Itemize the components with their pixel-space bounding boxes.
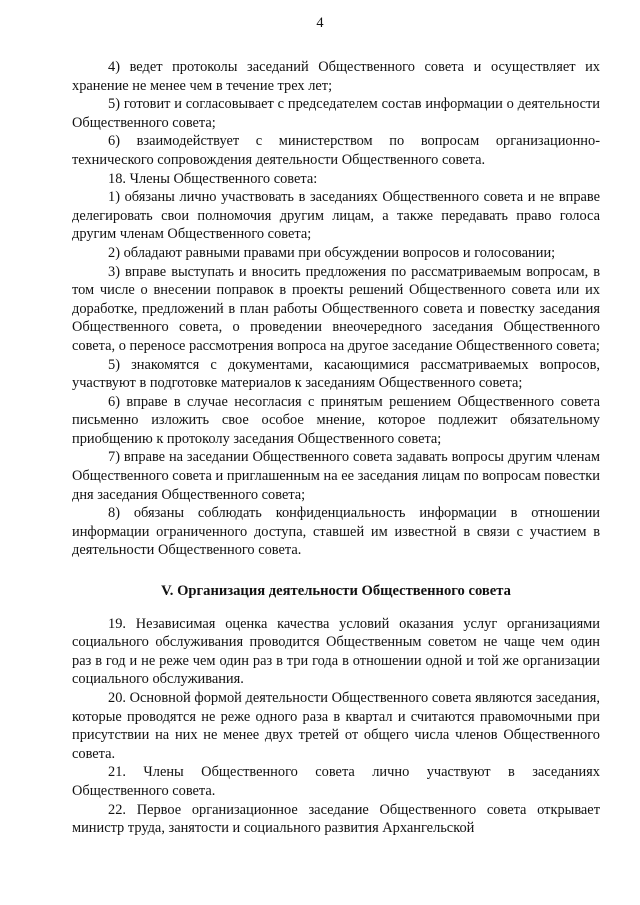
paragraph-19: 19. Независимая оценка качества условий оказания услуг организациями социального обслуживания проводится Общественным советом не чаще чем один раз в год и не реже чем один раз в три года в отношении одной и той же организации социального обслуживания. [72, 615, 600, 688]
paragraph-22: 22. Первое организационное заседание Общественного совета открывает министр труда, занятости и социального развития Архангельской [72, 801, 600, 837]
paragraph-members-3: 3) вправе выступать и вносить предложения по рассматриваемым вопросам, в том числе о внесении поправок в проекты решений Общественного совета или их доработке, предложений в план работы Общественного совета и повестку заседания Общественного совета, о проведении внеочередного заседания Общественного совета, о переносе рассмотрения вопроса на другое заседание Общественного совета; [72, 263, 600, 354]
paragraph-20: 20. Основной формой деятельности Общественного совета являются заседания, которые проводятся не реже одного раза в квартал и считаются правомочными при присутствии на них не менее двух третей от общего числа членов Общественного совета. [72, 690, 600, 762]
paragraph-members-8: 8) обязаны соблюдать конфиденциальность информации в отношении информации ограниченного доступа, ставшей им известной в связи с участием в деятельности Общественного совета. [72, 505, 600, 559]
paragraph-4-protocols: 4) ведет протоколы заседаний Общественного совета и осуществляет их хранение не менее чем в течение трех лет; [72, 59, 600, 94]
section-heading: V. Организация деятельности Общественного совета [161, 583, 511, 600]
paragraph-members-5: 5) знакомятся с документами, касающимися рассматриваемых вопросов, участвуют в подготовке материалов к заседаниям Общественного совета; [72, 356, 600, 392]
page-number: 4 [316, 15, 324, 31]
paragraph-18-members: 18. Члены Общественного совета: [108, 170, 318, 187]
document-body [72, 58, 600, 838]
paragraph-21: 21. Члены Общественного совета лично участвуют в заседаниях Общественного совета. [72, 764, 600, 799]
paragraph-members-2: 2) обладают равными правами при обсуждении вопросов и голосовании; [108, 244, 556, 261]
paragraph-5-information: 5) готовит и согласовывает с председателем состав информации о деятельности Общественного совета; [72, 96, 600, 131]
paragraph-members-1: 1) обязаны лично участвовать в заседаниях Общественного совета и не вправе делегировать свои полномочия другим лицам, а также передавать право голоса другим членам Общественного совета; [72, 189, 600, 243]
paragraph-members-7: 7) вправе на заседании Общественного совета задавать вопросы другим членам Общественного совета и приглашенным на ее заседания лицам по вопросам повестки дня заседания Общественного совета; [72, 449, 600, 503]
paragraph-members-6: 6) вправе в случае несогласия с принятым решением Общественного совета письменно изложить свое особое мнение, которое подлежит обязательному приобщению к протоколу заседания Общественного совета; [72, 393, 600, 447]
paragraph-6-interaction: 6) взаимодействует с министерством по вопросам организационно-технического сопровождения деятельности Общественного совета. [72, 133, 600, 168]
